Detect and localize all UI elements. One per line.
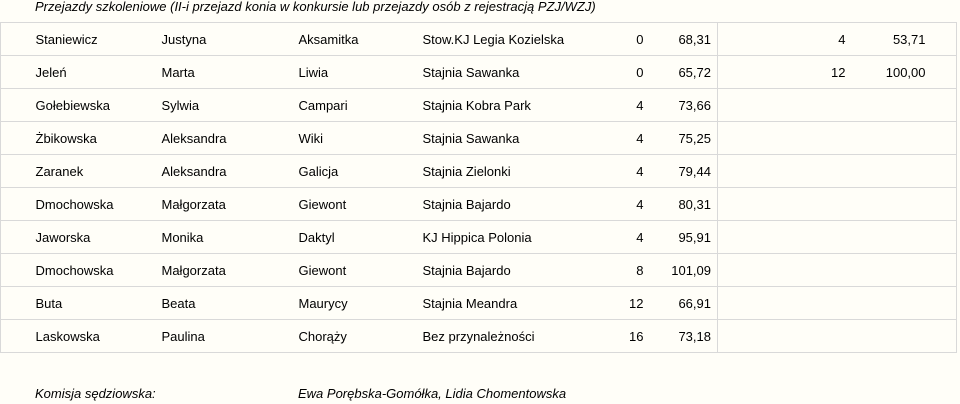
horse-cell: Liwia xyxy=(293,56,417,89)
spacer-cell xyxy=(567,122,627,155)
time-round2-cell xyxy=(852,155,932,188)
club-cell: Bez przynależności xyxy=(417,320,567,353)
spacer-cell xyxy=(567,155,627,188)
time-round2-cell xyxy=(852,188,932,221)
surname-cell: Laskowska xyxy=(30,320,156,353)
spacer-cell xyxy=(567,188,627,221)
row-index-cell xyxy=(1,23,30,56)
first-name-cell: Aleksandra xyxy=(156,155,293,188)
spacer-cell xyxy=(932,287,957,320)
spacer-cell xyxy=(718,23,813,56)
spacer-cell xyxy=(932,320,957,353)
row-index-cell xyxy=(1,254,30,287)
spacer-cell xyxy=(718,320,813,353)
first-name-cell: Aleksandra xyxy=(156,122,293,155)
table-row xyxy=(1,56,957,89)
penalty-round1-cell: 4 xyxy=(627,155,650,188)
time-round1-cell: 73,66 xyxy=(650,89,718,122)
judges-label: Komisja sędziowska: xyxy=(35,386,156,401)
penalty-round2-cell: 12 xyxy=(813,56,852,89)
spacer-cell xyxy=(567,287,627,320)
surname-cell: Dmochowska xyxy=(30,254,156,287)
spacer-cell xyxy=(567,56,627,89)
horse-cell: Aksamitka xyxy=(293,23,417,56)
spacer-cell xyxy=(718,287,813,320)
spacer-cell xyxy=(567,23,627,56)
penalty-round1-cell: 12 xyxy=(627,287,650,320)
surname-cell: Zaranek xyxy=(30,155,156,188)
table-row xyxy=(1,287,957,320)
horse-cell: Chorąży xyxy=(293,320,417,353)
row-index-cell xyxy=(1,320,30,353)
time-round1-cell: 95,91 xyxy=(650,221,718,254)
row-index-cell xyxy=(1,122,30,155)
first-name-cell: Justyna xyxy=(156,23,293,56)
spacer-cell xyxy=(718,122,813,155)
time-round1-cell: 79,44 xyxy=(650,155,718,188)
first-name-cell: Paulina xyxy=(156,320,293,353)
time-round1-cell: 73,18 xyxy=(650,320,718,353)
spacer-cell xyxy=(932,254,957,287)
penalty-round2-cell xyxy=(813,89,852,122)
penalty-round1-cell: 8 xyxy=(627,254,650,287)
horse-cell: Daktyl xyxy=(293,221,417,254)
penalty-round1-cell: 4 xyxy=(627,221,650,254)
time-round1-cell: 68,31 xyxy=(650,23,718,56)
spacer-cell xyxy=(718,254,813,287)
time-round2-cell xyxy=(852,221,932,254)
penalty-round1-cell: 4 xyxy=(627,89,650,122)
table-row xyxy=(1,221,957,254)
penalty-round2-cell xyxy=(813,122,852,155)
first-name-cell: Monika xyxy=(156,221,293,254)
first-name-cell: Beata xyxy=(156,287,293,320)
surname-cell: Jaworska xyxy=(30,221,156,254)
time-round2-cell xyxy=(852,89,932,122)
time-round1-cell: 101,09 xyxy=(650,254,718,287)
penalty-round1-cell: 0 xyxy=(627,23,650,56)
spacer-cell xyxy=(932,122,957,155)
horse-cell: Campari xyxy=(293,89,417,122)
penalty-round2-cell: 4 xyxy=(813,23,852,56)
penalty-round2-cell xyxy=(813,155,852,188)
surname-cell: Jeleń xyxy=(30,56,156,89)
row-index-cell xyxy=(1,188,30,221)
time-round2-cell xyxy=(852,320,932,353)
table-row xyxy=(1,122,957,155)
spacer-cell xyxy=(718,155,813,188)
row-index-cell xyxy=(1,89,30,122)
surname-cell: Żbikowska xyxy=(30,122,156,155)
first-name-cell: Małgorzata xyxy=(156,254,293,287)
table-row xyxy=(1,89,957,122)
horse-cell: Galicja xyxy=(293,155,417,188)
time-round2-cell xyxy=(852,287,932,320)
penalty-round2-cell xyxy=(813,221,852,254)
penalty-round2-cell xyxy=(813,188,852,221)
penalty-round2-cell xyxy=(813,320,852,353)
judges-names: Ewa Porębska-Gomółka, Lidia Chomentowska xyxy=(298,386,567,401)
results-table-body xyxy=(1,23,957,353)
spacer-cell xyxy=(567,221,627,254)
first-name-cell: Sylwia xyxy=(156,89,293,122)
club-cell: Stajnia Zielonki xyxy=(417,155,567,188)
time-round1-cell: 65,72 xyxy=(650,56,718,89)
spacer-cell xyxy=(718,221,813,254)
spacer-cell xyxy=(932,155,957,188)
club-cell: Stajnia Bajardo xyxy=(417,254,567,287)
row-index-cell xyxy=(1,287,30,320)
spacer-cell xyxy=(567,254,627,287)
time-round2-cell xyxy=(852,254,932,287)
spacer-cell xyxy=(932,221,957,254)
club-cell: Stajnia Kobra Park xyxy=(417,89,567,122)
time-round2-cell: 53,71 xyxy=(852,23,932,56)
table-row xyxy=(1,320,957,353)
surname-cell: Buta xyxy=(30,287,156,320)
row-index-cell xyxy=(1,221,30,254)
spacer-cell xyxy=(932,23,957,56)
surname-cell: Staniewicz xyxy=(30,23,156,56)
horse-cell: Wiki xyxy=(293,122,417,155)
spacer-cell xyxy=(567,89,627,122)
time-round1-cell: 66,91 xyxy=(650,287,718,320)
penalty-round1-cell: 0 xyxy=(627,56,650,89)
time-round1-cell: 80,31 xyxy=(650,188,718,221)
surname-cell: Gołebiewska xyxy=(30,89,156,122)
spacer-cell xyxy=(932,56,957,89)
penalty-round2-cell xyxy=(813,254,852,287)
first-name-cell: Małgorzata xyxy=(156,188,293,221)
time-round2-cell xyxy=(852,122,932,155)
spacer-cell xyxy=(718,56,813,89)
section-title: Przejazdy szkoleniowe (II-i przejazd konia w konkursie lub przejazdy osób z rejestracją PZJ/WZJ) xyxy=(35,0,596,14)
horse-cell: Giewont xyxy=(293,188,417,221)
penalty-round1-cell: 16 xyxy=(627,320,650,353)
table-row xyxy=(1,188,957,221)
horse-cell: Maurycy xyxy=(293,287,417,320)
club-cell: Stajnia Meandra xyxy=(417,287,567,320)
penalty-round2-cell xyxy=(813,287,852,320)
spacer-cell xyxy=(567,320,627,353)
surname-cell: Dmochowska xyxy=(30,188,156,221)
spacer-cell xyxy=(718,89,813,122)
penalty-round1-cell: 4 xyxy=(627,122,650,155)
table-row xyxy=(1,155,957,188)
club-cell: Stow.KJ Legia Kozielska xyxy=(417,23,567,56)
time-round2-cell: 100,00 xyxy=(852,56,932,89)
table-row xyxy=(1,23,957,56)
results-table xyxy=(0,22,957,353)
club-cell: Stajnia Sawanka xyxy=(417,122,567,155)
row-index-cell xyxy=(1,155,30,188)
spacer-cell xyxy=(932,188,957,221)
time-round1-cell: 75,25 xyxy=(650,122,718,155)
spacer-cell xyxy=(932,89,957,122)
row-index-cell xyxy=(1,56,30,89)
club-cell: Stajnia Sawanka xyxy=(417,56,567,89)
spacer-cell xyxy=(718,188,813,221)
horse-cell: Giewont xyxy=(293,254,417,287)
table-row xyxy=(1,254,957,287)
club-cell: Stajnia Bajardo xyxy=(417,188,567,221)
club-cell: KJ Hippica Polonia xyxy=(417,221,567,254)
first-name-cell: Marta xyxy=(156,56,293,89)
penalty-round1-cell: 4 xyxy=(627,188,650,221)
